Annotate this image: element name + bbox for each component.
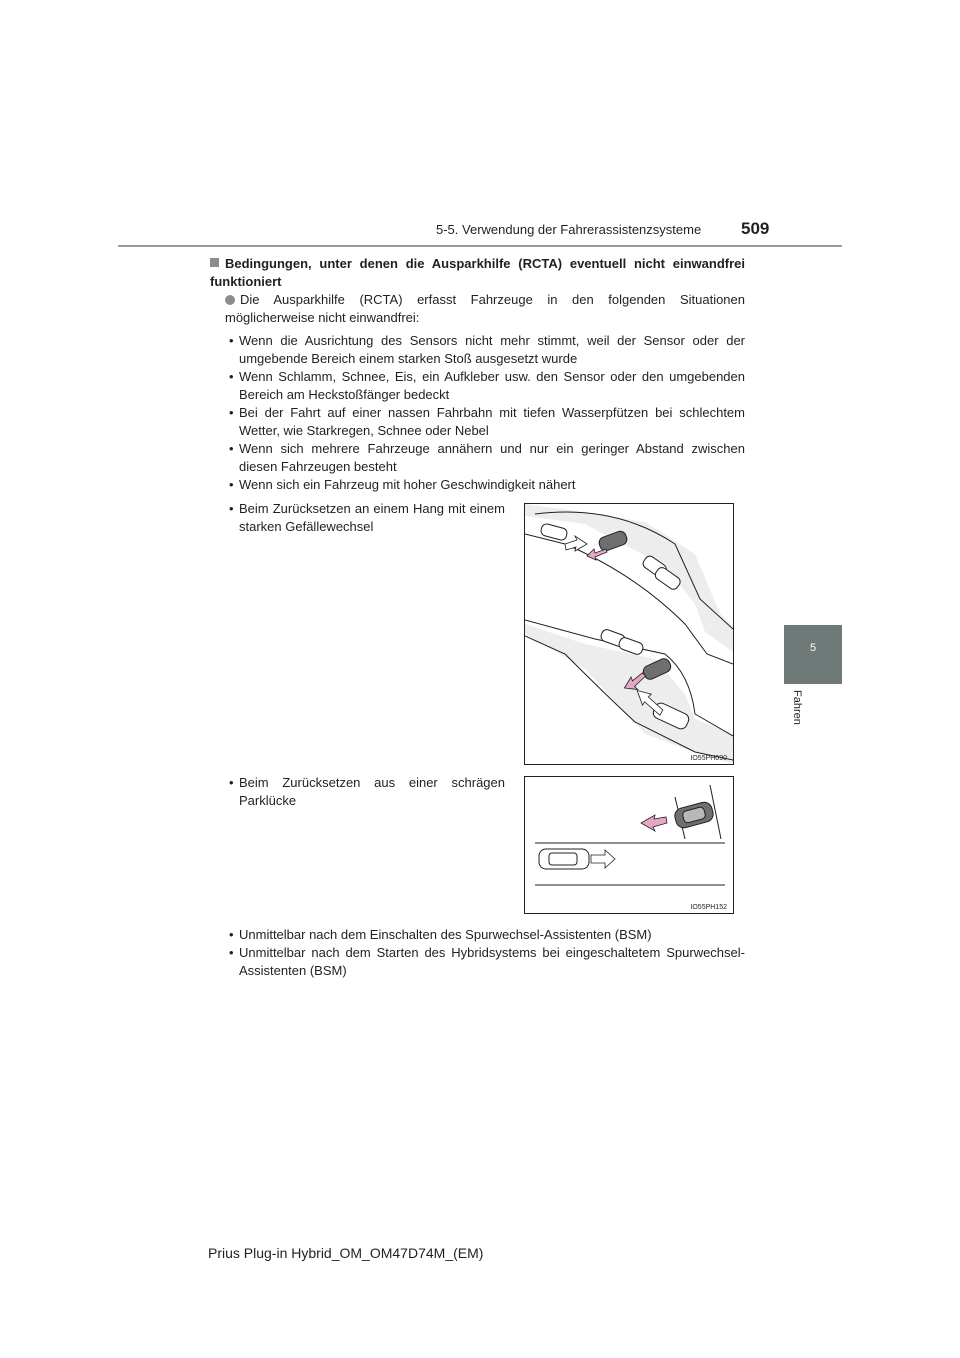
document-id: Prius Plug-in Hybrid_OM_OM47D74M_(EM) xyxy=(208,1245,484,1261)
square-bullet-icon xyxy=(210,258,219,267)
list-item: • Wenn Schlamm, Schnee, Eis, ein Aufkleber usw. den Sensor oder den umgebenden Bereich am Heckstoßfänger bedeckt xyxy=(225,368,745,404)
car-icon xyxy=(597,530,628,553)
car-icon xyxy=(673,800,715,829)
list-item-angled-parking: • Beim Zurücksetzen aus einer schrägen Parklücke xyxy=(225,774,505,810)
intro-text: Die Ausparkhilfe (RCTA) erfasst Fahrzeuge in den folgenden Situationen möglicherweise nicht einwandfrei: xyxy=(225,292,745,325)
heading-text: Bedingungen, unter denen die Ausparkhilfe (RCTA) eventuell nicht einwandfrei funktioniert xyxy=(210,256,745,289)
page-number: 509 xyxy=(741,219,770,238)
figure-slope-illustration xyxy=(524,503,734,765)
car-icon xyxy=(539,849,589,869)
figure-code: IO55PH152 xyxy=(690,904,727,911)
arrow-left-icon xyxy=(587,549,607,560)
list-item: • Bei der Fahrt auf einer nassen Fahrbahn mit tiefen Wasserpfützen bei schlechtem Wetter, wie Starkregen, Schnee oder Nebel xyxy=(225,404,745,440)
list-item: • Wenn sich ein Fahrzeug mit hoher Geschwindigkeit nähert xyxy=(225,476,745,494)
section-title: 5-5. Verwendung der Fahrerassistenzsysteme xyxy=(436,222,702,237)
header-divider xyxy=(118,245,842,247)
chapter-tab xyxy=(784,625,842,684)
angled-parking-diagram xyxy=(525,777,733,913)
chapter-number: 5 xyxy=(809,642,817,654)
list-item: • Unmittelbar nach dem Einschalten des Spurwechsel-Assistenten (BSM) xyxy=(225,926,745,944)
section-heading xyxy=(210,255,745,291)
list-item-slope: • Beim Zurücksetzen an einem Hang mit einem starken Gefällewechsel xyxy=(225,500,505,536)
figure-code: IO55PH090 xyxy=(690,755,727,762)
circle-bullet-icon xyxy=(225,295,235,305)
slope-diagram xyxy=(525,504,733,764)
arrow-right-icon xyxy=(591,850,615,868)
figure-angled-parking-illustration xyxy=(524,776,734,914)
list-item: • Unmittelbar nach dem Starten des Hybridsystems bei eingeschaltetem Spurwechsel-Assistenten (BSM) xyxy=(225,944,745,980)
chapter-label: Fahren xyxy=(791,690,803,725)
intro-paragraph xyxy=(225,291,745,327)
arrow-right-icon xyxy=(565,536,587,551)
list-item: • Wenn die Ausrichtung des Sensors nicht mehr stimmt, weil der Sensor oder der umgebende Bereich einem starken Stoß ausgesetzt wurde xyxy=(225,332,745,368)
arrow-left-icon xyxy=(641,815,667,831)
list-item: • Wenn sich mehrere Fahrzeuge annähern und nur ein geringer Abstand zwischen diesen Fahrzeugen besteht xyxy=(225,440,745,476)
